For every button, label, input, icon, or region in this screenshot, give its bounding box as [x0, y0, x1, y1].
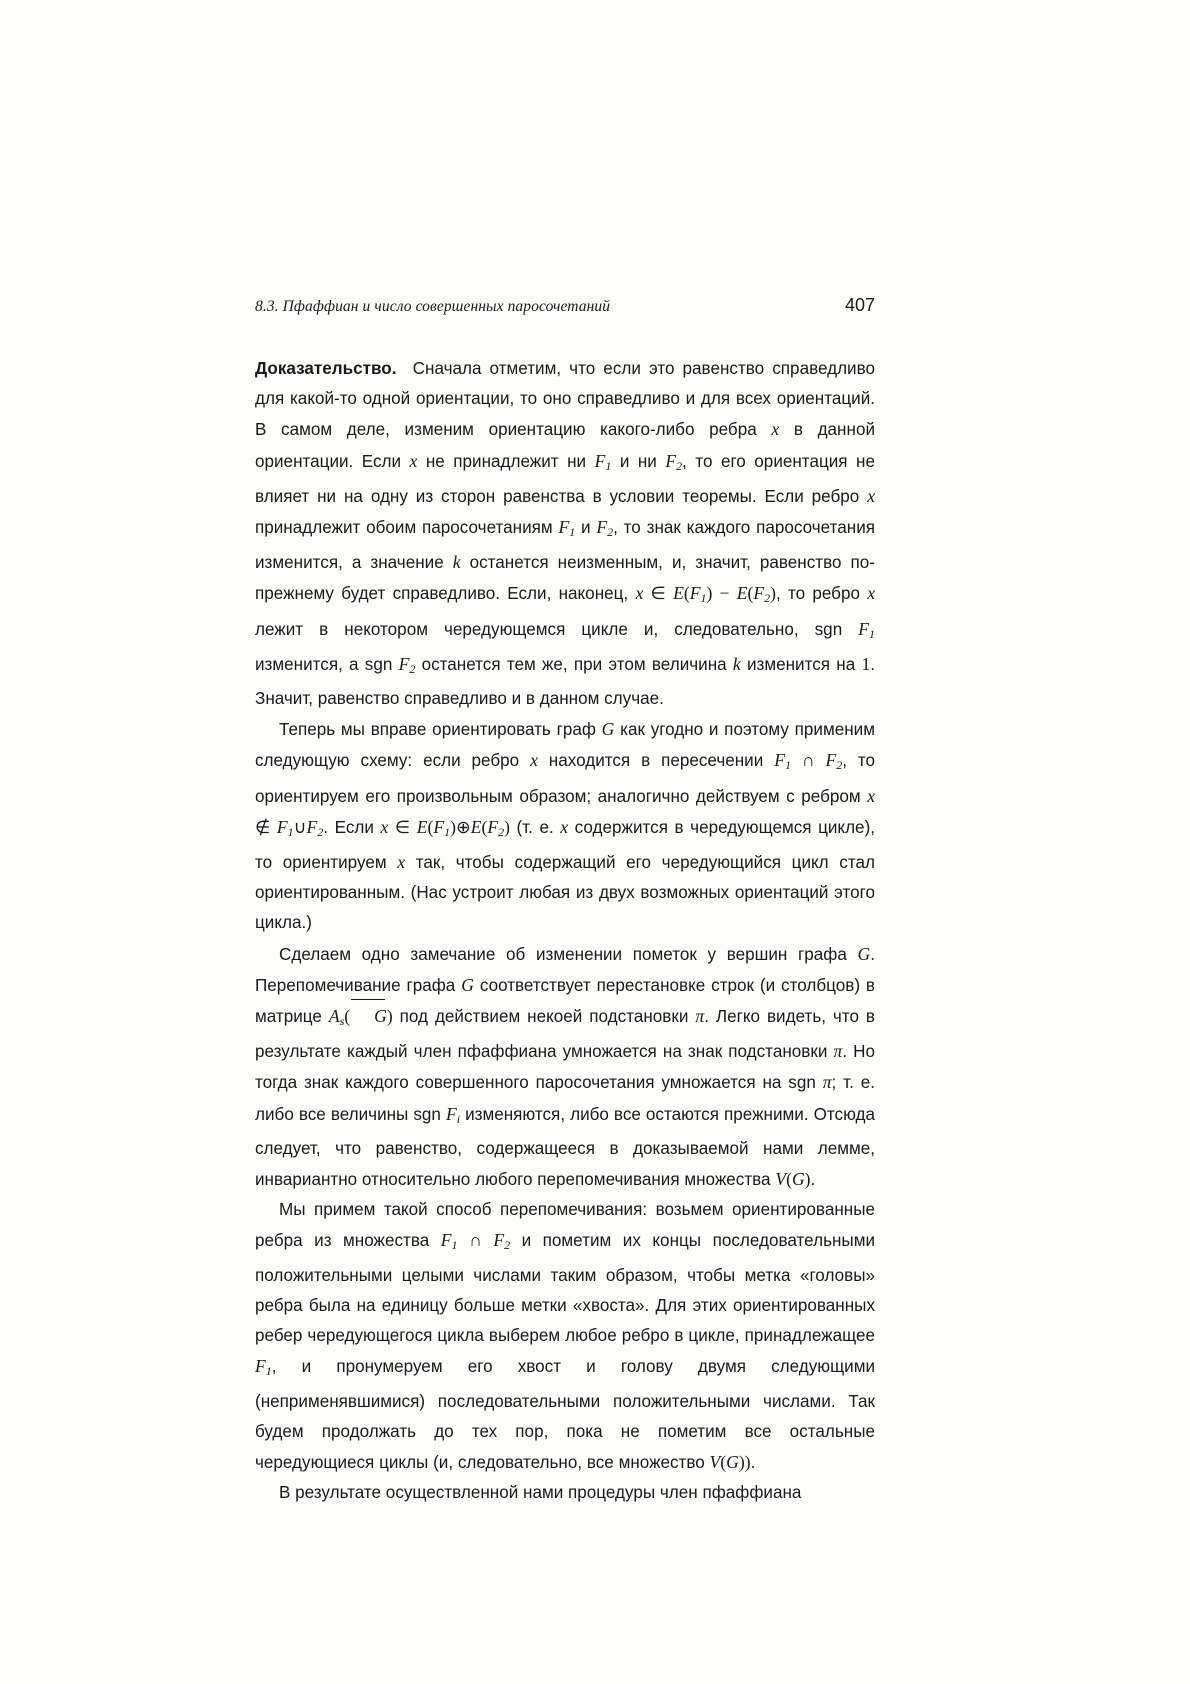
paragraph-labeling-scheme: Мы примем такой способ перепомечивания: возьмем ориентированные ребра из множества $F_1$ ∩ $F_2$ и пометим их концы последовательными положительными целыми числами таким образом, чтобы метка «головы» ребра была на единицу больше метки «хвоста». Для этих ориентированных ребер чередующегося цикла выберем любое ребро в цикле, принадлежащее $F_1$, и пронумеруем его хвост и голову двумя следующими (неприменявшимися) последовательными положительными числами. Так будем продолжать до тех пор, пока не пометим все остальные чередующиеся циклы (и, следовательно, все множество V(G)).	[255, 1200, 876, 1472]
running-head: 8.3. Пфаффиан и число совершенных паросочетаний	[255, 298, 611, 315]
paragraph-result: В результате осуществленной нами процедуры член пфаффиана	[279, 1483, 802, 1503]
proof-runin-label: Доказательство.	[255, 359, 397, 378]
paragraph-relabeling: Сделаем одно замечание об изменении пометок у вершин графа G. Перепомечивание графа G соответствует перестановке строк (и столбцов) в матрице $A_s$( G) под действием некоей подстановки π. Легко видеть, что в результате каждый член пфаффиана умножается на знак подстановки π. Но тогда знак каждого совершенного паросочетания умножается на sgn π; т. е. либо все величины sgn $F_i$ изменяются, либо все остаются прежними. Отсюда следует, что равенство, содержащееся в доказываемой нами лемме, инвариантно относительно любого перепомечивания множества V(G).	[255, 943, 876, 1190]
page-number: 407	[844, 295, 875, 315]
page-header	[255, 295, 875, 316]
paragraph-proof: Доказательство. Сначала отметим, что если это равенство справедливо для какой-то одной ориентации, то оно справедливо и для всех ориентаций. В самом деле, изменим ориентацию какого-либо ребра x в данной ориентации. Если x не принадлежит ни $F_1$ и ни $F_2$, то его ориентация не влияет ни на одну из сторон равенства в условии теоремы. Если ребро x принадлежит обоим паросочетаниям $F_1$ и $F_2$, то знак каждого паросочетания изменится, а значение k останется неизменным, и, значит, равенство по-прежнему будет справедливо. Если, наконец, x ∈ $E(F_1) - E(F_2)$, то ребро x лежит в некотором чередующемся цикле и, следовательно, sgn $F_1$ изменится, а sgn $F_2$ останется тем же, при этом величина k изменится на 1. Значит, равенство справедливо и в данном случае.	[255, 359, 876, 709]
page-content	[255, 295, 875, 1508]
paragraph-orientation: Теперь мы вправе ориентировать граф G как угодно и поэтому применим следующую схему: если ребро x находится в пересечении $F_1$ ∩ $F_2$, то ориентируем его произвольным образом; аналогично действуем с ребром x ∉ $F_1\cup F_2$. Если x ∈ $E(F_1)\oplus E(F_2)$ (т. е. x содержится в чередующемся цикле), то ориентируем x так, чтобы содержащий его чередующийся цикл стал ориентированным. (Нас устроит любая из двух возможных ориентаций этого цикла.)	[255, 719, 876, 933]
